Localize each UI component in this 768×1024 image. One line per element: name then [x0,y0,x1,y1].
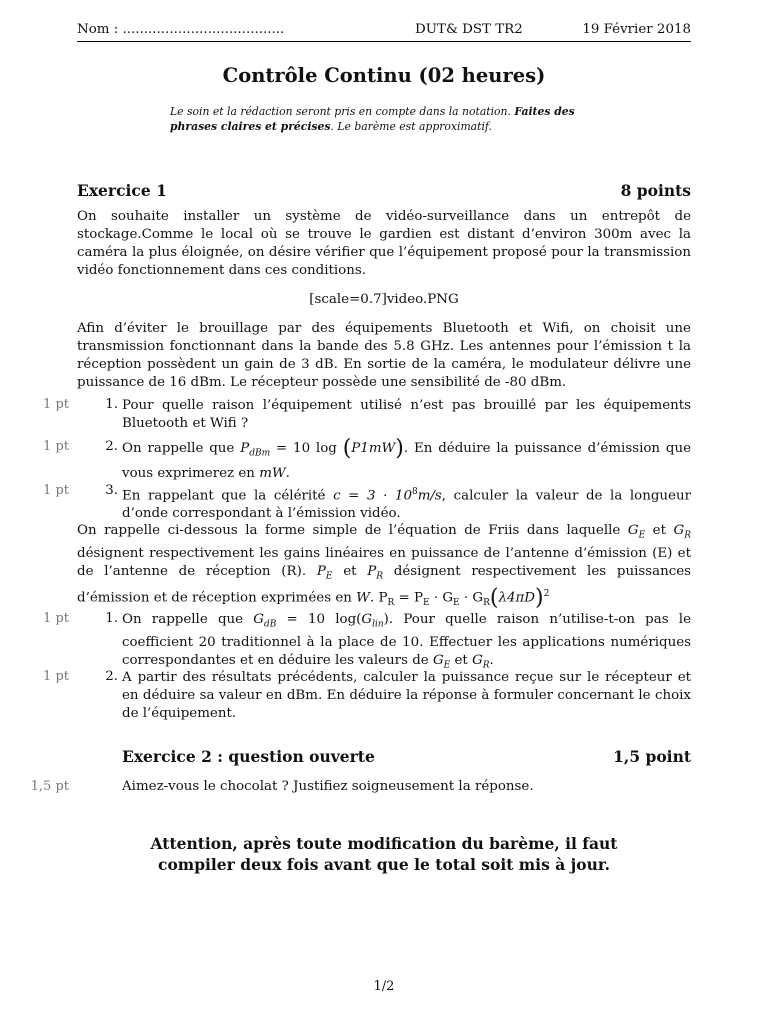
formula-fragment: . P [369,590,388,606]
formula-fragment: c = 3 · 10 [333,488,412,504]
page-title: Contrôle Continu (02 heures) [222,64,546,87]
formula-argument: P1mW [351,441,396,456]
question-points: 1 pt [43,397,69,412]
exercise2-title: Exercice 2 : question ouverte [122,747,375,766]
question-points: 1,5 pt [30,779,69,794]
formula-subscript: dB [263,619,277,630]
exercise1-paragraph1: On souhaite installer un système de vidéo-surveillance dans un entrepôt de stockage.Comme le local où se trouve le gardien est distant d’environ 300m avec la caméra la plus éloignée, on désire vérifier que l’équipement proposé pour la transmission vidéo fonctionnement dans ces conditions. [77,209,691,278]
unit-symbol: W [356,590,370,606]
formula-subscript: dBm [249,448,271,459]
text-fragment: En rappelant que la célérité [122,488,334,504]
question-text [122,483,691,523]
formula-symbol: G [361,612,373,627]
course-label: DUT& DST TR2 [415,22,523,37]
text-fragment: . En déduire la puissance d’émission que vous exprimerez en [122,441,691,481]
text-fragment: On rappelle que [122,441,241,456]
question-points: 1 pt [43,611,69,626]
formula-symbol: G [673,523,685,538]
exercise1-title: Exercice 1 [77,181,167,200]
page-number: 1/2 [373,979,395,994]
page-header [77,19,691,42]
left-paren-icon: ( [489,585,499,611]
unit-symbol: mW [259,465,286,481]
question-points: 1 pt [43,669,69,684]
text-fragment: . [285,465,290,481]
question-text [122,611,691,674]
text-fragment: désignent respectivement les gains linéaires en puissance de l’antenne d’émission (E) et de l’antenne de réception (R). [77,545,691,579]
exercise2-points: 1,5 point [613,747,691,766]
formula-subscript: E [423,598,430,609]
exercise1-points: 8 points [620,181,691,200]
formula-fragment: = P [394,590,423,606]
intro-bold: Faites des phrases claires et précises [170,105,575,133]
formula-symbol: P [367,563,377,579]
formula-subscript: R [387,598,395,609]
question-points: 1 pt [43,439,69,454]
name-field-label: Nom : ...................................... [77,22,285,37]
text-fragment: , calculer la valeur de la longueur d’onde correspondant à l’émission vidéo. [122,488,692,522]
formula-subscript: R [482,660,490,671]
text-fragment: . [489,652,494,668]
formula-symbol: P [240,441,250,456]
formula-fragment: · G [429,590,454,606]
formula-subscript: R [483,598,490,609]
friis-paragraph [77,522,691,612]
text-fragment: ). Pour quelle raison n’utilise-t-on pas le coefficient 20 traditionnel à la place de 10. Effectuer les applications numériques correspondantes et en déduire les valeurs de [122,612,692,668]
right-paren-icon: ) [395,436,404,461]
exercise1-paragraph2: Afin d’éviter le brouillage par des équipements Bluetooth et Wifi, on choisit une transmission fonctionnant dans la bande des 5.8 GHz. Les antennes pour l’émission t la réception possèdent un gain de 3 dB. En sortie de la caméra, le modulateur délivre une puissance de 16 dBm. Le récepteur possède une sensibilité de -80 dBm. [77,321,691,390]
formula-symbol: G [253,612,264,627]
image-placeholder: [scale=0.7]video.PNG [309,292,459,307]
question-number: 2. [105,439,118,454]
question-number: 2. [105,669,118,684]
formula-fragment: = 10 log [270,441,343,456]
intro-text-1: Le soin et la rédaction seront pris en compte dans la notation. [170,105,515,118]
formula-subscript: E [638,530,646,541]
text-fragment: On rappelle ci-dessous la forme simple de l’équation de Friis dans laquelle [77,523,628,538]
warning-line-2: compiler deux fois avant que le total soit mis à jour. [158,855,610,874]
formula-symbol: P [316,563,326,579]
text-fragment: On rappelle que [122,612,254,627]
formula-subscript: E [453,598,460,609]
formula-subscript: E [325,571,333,582]
formula-subscript: lin [372,619,384,630]
formula-subscript: R [684,530,691,541]
text-fragment: et [332,563,368,579]
unit-symbol: m/s [417,488,442,504]
text-fragment: désignent respectivement les puissances d’émission et de réception exprimées en [77,563,692,606]
text-fragment: et [645,523,674,538]
intro-text-2: . Le barème est approximatif. [330,120,492,133]
question-number: 3. [105,483,118,498]
exercise2-question: Aimez-vous le chocolat ? Justifiez soigneusement la réponse. [122,779,534,794]
warning-line-1: Attention, après toute modification du barème, il faut [150,834,618,853]
text-fragment: et [450,652,473,668]
formula-fragment: · G [459,590,484,606]
formula-argument: λ4πD [498,590,536,606]
question-number: 1. [105,397,118,412]
exam-date: 19 Février 2018 [582,22,691,37]
formula-subscript: R [376,571,384,582]
formula-fragment: = 10 log( [276,612,362,627]
formula-exponent: 2 [543,589,550,600]
question-points: 1 pt [43,483,69,498]
formula-symbol: G [432,652,444,668]
formula-symbol: G [627,523,639,538]
warning-note [0,833,768,875]
question-text: Pour quelle raison l’équipement utilisé n’est pas brouillé par les équipements Bluetooth et Wifi ? [122,398,691,431]
intro-note [170,104,610,134]
left-paren-icon: ( [342,436,352,461]
question-number: 1. [105,611,118,626]
right-paren-icon: ) [535,585,544,611]
formula-exponent: 8 [411,487,418,497]
formula-subscript: E [443,660,451,671]
formula-symbol: G [472,652,483,668]
question-text [122,436,691,484]
question-text: A partir des résultats précédents, calculer la puissance reçue sur le récepteur et en déduire sa valeur en dBm. En déduire la réponse à formuler concernant le choix de l’équipement. [122,670,691,721]
